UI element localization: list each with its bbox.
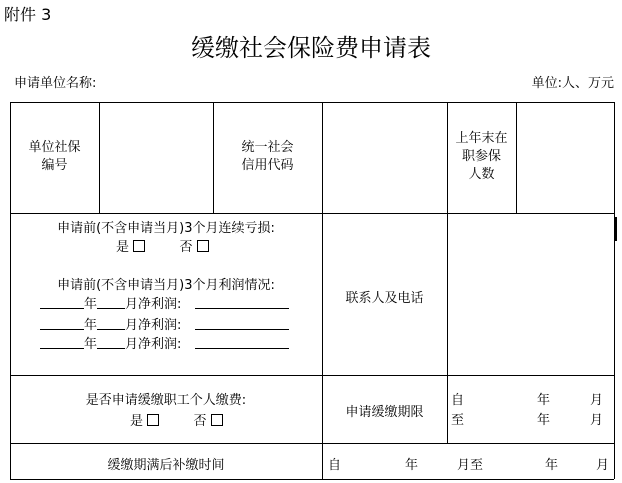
- loss-question: 申请前(不含申请当月)3个月连续亏损:: [57, 221, 275, 236]
- personal-no-checkbox[interactable]: [211, 414, 223, 426]
- period-to-month-label: 月: [590, 413, 604, 428]
- profit-row-3: 年 月净利润:: [40, 333, 289, 352]
- period-to-year-label: 年: [537, 413, 551, 428]
- repay-to-year-label: 年: [545, 458, 559, 473]
- text-cursor: [615, 217, 617, 241]
- applicant-name-label: 申请单位名称:: [14, 76, 97, 91]
- profit-year-1-field[interactable]: [40, 296, 84, 309]
- attachment-number: 附件 3: [4, 5, 52, 24]
- credit-code-field[interactable]: [323, 103, 446, 212]
- unit-label: 单位:人、万元: [531, 76, 614, 91]
- repay-to-month-label: 月: [596, 458, 610, 473]
- social-insurance-no-label: 单位社保 编号: [28, 140, 81, 173]
- profit-amount-1-field[interactable]: [195, 296, 289, 309]
- insured-count-field[interactable]: [517, 103, 613, 212]
- insured-count-label: 上年末在 职参保 人数: [455, 131, 508, 182]
- profit-row-2: 年 月净利润:: [40, 314, 289, 333]
- contact-field[interactable]: [448, 214, 613, 374]
- loss-yes-checkbox[interactable]: [133, 240, 145, 252]
- profit-amount-3-field[interactable]: [195, 336, 289, 349]
- profit-question: 申请前(不含申请当月)3个月利润情况:: [57, 278, 275, 293]
- credit-code-label: 统一社会 信用代码: [241, 140, 294, 173]
- personal-contribution-question: 是否申请缓缴职工个人缴费:: [85, 393, 247, 408]
- loss-no-checkbox[interactable]: [197, 240, 209, 252]
- profit-month-1-field[interactable]: [97, 296, 125, 309]
- profit-year-2-field[interactable]: [40, 317, 84, 330]
- social-insurance-no-field[interactable]: [100, 103, 212, 212]
- profit-amount-2-field[interactable]: [195, 317, 289, 330]
- profit-month-3-field[interactable]: [97, 336, 125, 349]
- period-to-label: 至: [451, 413, 465, 428]
- personal-contribution-options: 是 否: [130, 410, 223, 429]
- form-title: 缓缴社会保险费申请表: [191, 34, 431, 62]
- loss-options: 是 否: [116, 236, 209, 255]
- profit-row-1: 年 月净利润:: [40, 293, 289, 312]
- period-from-label: 自: [451, 393, 465, 408]
- period-from-month-label: 月: [590, 393, 604, 408]
- contact-label: 联系人及电话: [345, 291, 424, 306]
- period-from-year-label: 年: [537, 393, 551, 408]
- repay-month-to-label: 月至: [457, 458, 484, 473]
- profit-year-3-field[interactable]: [40, 336, 84, 349]
- profit-month-2-field[interactable]: [97, 317, 125, 330]
- personal-yes-checkbox[interactable]: [147, 414, 159, 426]
- repayment-time-label: 缓缴期满后补缴时间: [107, 458, 225, 473]
- repay-from-year-label: 年: [405, 458, 419, 473]
- deferral-period-label: 申请缓缴期限: [345, 405, 424, 420]
- repay-from-label: 自: [328, 458, 342, 473]
